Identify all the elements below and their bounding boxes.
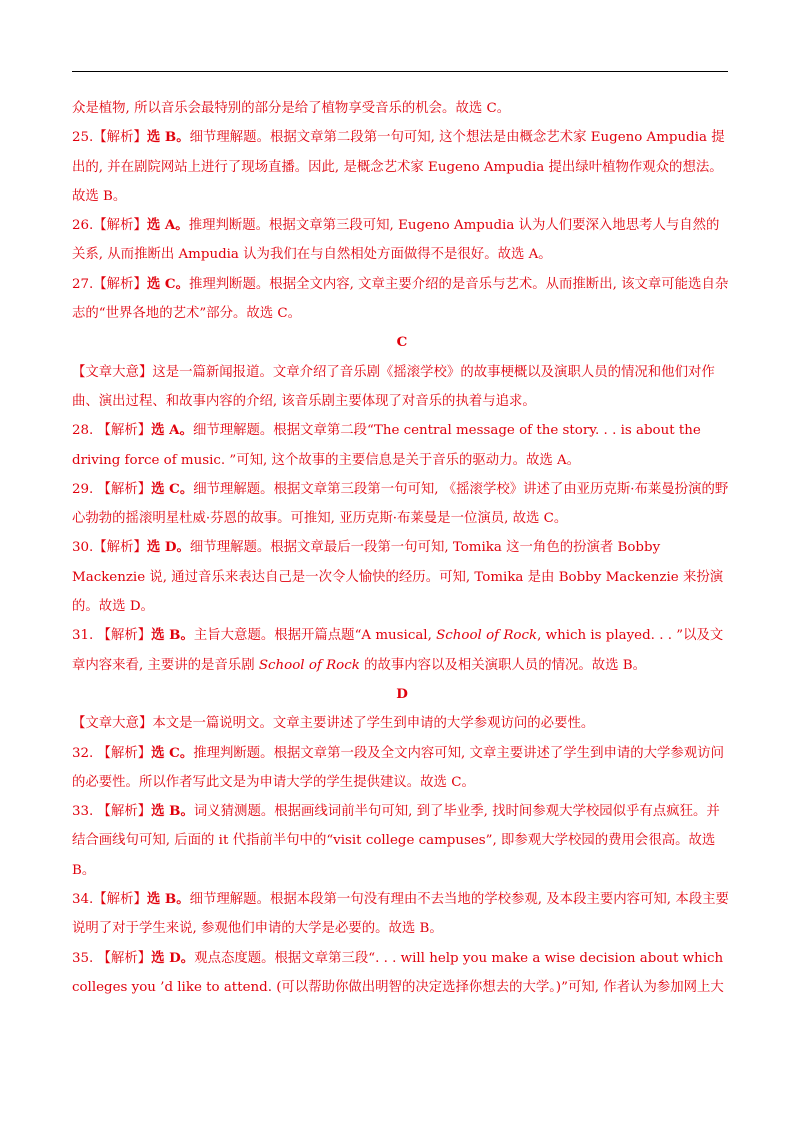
summary-label: 【文章大意】 [72,364,153,380]
item-number: 30.【解析】 [72,540,147,556]
explanation-30 [72,533,732,621]
explanation-33 [72,797,732,885]
explanation-text: 推理判断题。根据文章第一段及全文内容可知, 文章主要讲述了学生到申请的大学参观访问的必要性。所以作者写此文是为申请大学的学生提供建议。故选 C。 [72,745,724,790]
explanation-text: 细节理解题。根据文章第二段第一句可知, 这个想法是由概念艺术家 Eugeno Ampudia 提出的, 并在剧院网站上进行了现场直播。因此, 是概念艺术家 Eugeno Ampudia 提出绿叶植物作观众的想法。故选 B。 [72,130,725,204]
answer-explanations [72,94,732,1002]
explanation-32 [72,739,732,798]
explanation-29 [72,475,732,534]
item-number: 31. 【解析】 [72,628,152,644]
item-number: 33. 【解析】 [72,804,152,820]
answer-choice: 选 B。 [146,129,190,146]
item-number: 29. 【解析】 [72,481,152,497]
answer-choice: 选 C。 [151,480,194,497]
explanation-text: 主旨大意题。根据开篇点题“A musical, [193,628,437,644]
answer-choice: 选 B。 [151,803,194,820]
summary-text: 这是一篇新闻报道。文章介绍了音乐剧《摇滚学校》的故事梗概以及演职人员的情况和他们对作曲、演出过程、和故事内容的介绍, 该音乐剧主要体现了对音乐的执着与追求。 [72,364,715,409]
italic-title: School of Rock [436,628,538,644]
summary-d [72,709,732,738]
answer-choice: 选 D。 [151,949,195,966]
explanation-27 [72,270,732,329]
item-number: 35. 【解析】 [72,950,152,966]
summary-c [72,358,732,417]
explanation-26 [72,211,732,270]
explanation-text: 推理判断题。根据文章第三段可知, Eugeno Ampudia 认为人们要深入地思考人与自然的关系, 从而推断出 Ampudia 认为我们在与自然相处方面做得不是很好。故选 A。 [72,218,720,263]
explanation-text: 细节理解题。根据文章第二段“The central message of the story. . . is about the driving force of music. ”可知, 这个故事的主要信息是关于音乐的驱动力。故选 A。 [72,423,701,468]
item-number: 27.【解析】 [72,276,147,292]
answer-choice: 选 D。 [146,539,190,556]
item-number: 32. 【解析】 [72,745,152,761]
item-number: 34.【解析】 [72,892,147,908]
item-number: 28. 【解析】 [72,423,152,439]
explanation-31 [72,621,732,680]
header-rule [72,71,728,72]
explanation-text: 细节理解题。根据本段第一句没有理由不去当地的学校参观, 及本段主要内容可知, 本段主要说明了对于学生来说, 参观他们申请的大学是必要的。故选 B。 [72,892,729,937]
explanation-25 [72,123,732,211]
explanation-text: 细节理解题。根据文章最后一段第一句可知, Tomika 这一角色的扮演者 Bobby Mackenzie 说, 通过音乐来表达自己是一次令人愉快的经历。可知, Tomika 是由 Bobby Mackenzie 来扮演的。故选 D。 [72,540,724,615]
answer-choice: 选 C。 [151,744,194,761]
section-heading-c: C [396,334,408,351]
item-number: 26.【解析】 [72,218,147,234]
answer-choice: 选 A。 [151,422,193,439]
explanation-text: , which is played. . . ”以及文章内容来看, 主要讲的是音乐剧 [72,628,724,673]
continued-paragraph: 众是植物, 所以音乐会最特别的部分是给了植物享受音乐的机会。故选 C。 [72,101,511,116]
explanation-34 [72,885,732,944]
item-number: 25.【解析】 [72,130,147,146]
italic-title: School of Rock [258,657,360,673]
answer-choice: 选 C。 [146,275,189,292]
explanation-text: 的故事内容以及相关演职人员的情况。故选 B。 [359,657,647,673]
explanation-text: 观点态度题。根据文章第三段“. . . will help you make a wise decision about which colleges you ’d like to attend. (可以帮助你做出明智的决定选择你想去的大学。)”可知, 作者认为参加网上大 [72,950,724,995]
summary-label: 【文章大意】 [72,716,153,732]
explanation-35 [72,944,732,1003]
answer-choice: 选 A。 [146,217,189,234]
section-heading-d: D [396,685,408,702]
summary-text: 本文是一篇说明文。文章主要讲述了学生到申请的大学参观访问的必要性。 [152,716,595,732]
explanation-text: 词义猜测题。根据画线词前半句可知, 到了毕业季, 找时间参观大学校园似乎有点疯狂。并结合画线句可知, 后面的 it 代指前半句中的“visit college campuses”, 即参观大学校园的费用会很高。故选 B。 [72,804,720,878]
explanation-text: 细节理解题。根据文章第三段第一句可知, 《摇滚学校》讲述了由亚历克斯·布莱曼扮演的野心勃勃的摇滚明星杜威·芬恩的故事。可推知, 亚历克斯·布莱曼是一位演员, 故选 C。 [72,481,729,527]
explanation-28 [72,416,732,475]
answer-choice: 选 B。 [146,891,190,908]
answer-choice: 选 B。 [151,627,194,644]
explanation-text: 推理判断题。根据全文内容, 文章主要介绍的是音乐与艺术。从而推断出, 该文章可能选自杂志的“世界各地的艺术”部分。故选 C。 [72,276,729,322]
